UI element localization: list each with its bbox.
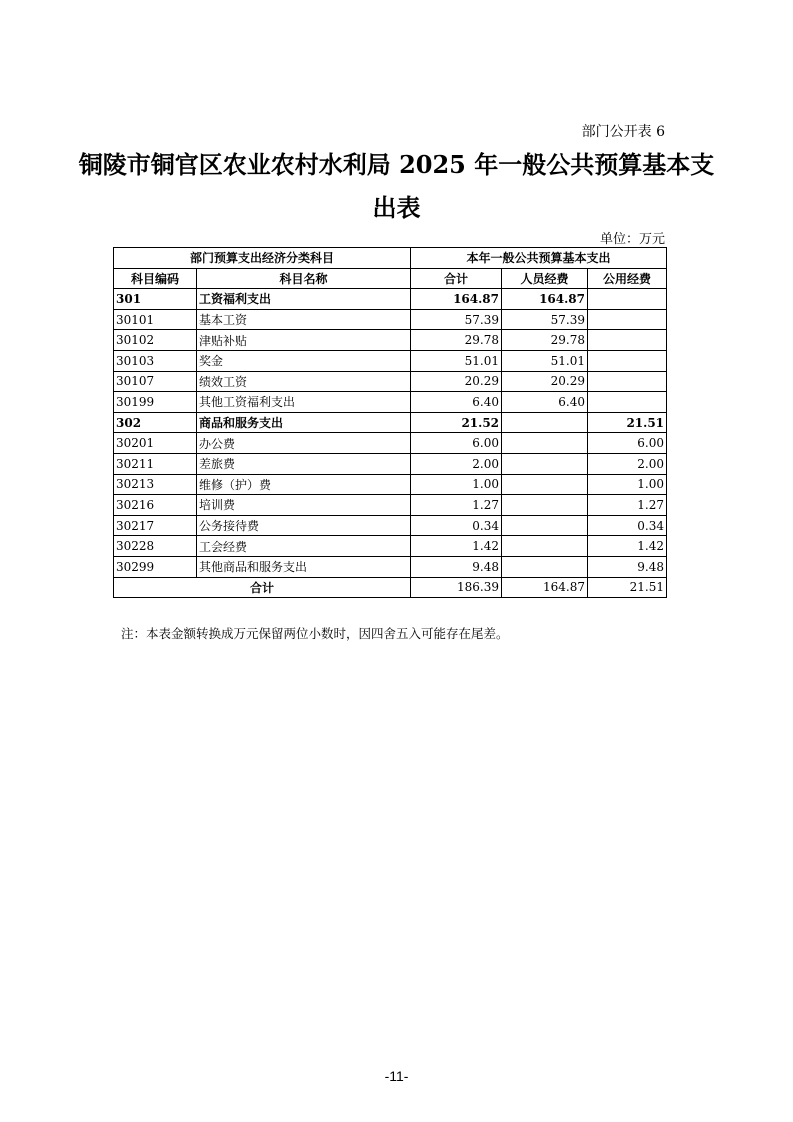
cell-code: 30299 [114,556,197,577]
table-row [114,371,667,392]
table-row [114,309,667,330]
cell-name: 差旅费 [197,453,411,474]
cell-personnel [502,433,588,454]
cell-public [588,309,667,330]
table-row [114,453,667,474]
table-row [114,474,667,495]
table-row [114,392,667,413]
column-header-total: 合计 [411,268,502,289]
table-row [114,289,667,310]
cell-name: 公务接待费 [197,515,411,536]
cell-public: 2.00 [588,453,667,474]
cell-public [588,392,667,413]
cell-total: 1.27 [411,495,502,516]
cell-name: 工会经费 [197,536,411,557]
cell-total: 0.34 [411,515,502,536]
cell-total: 9.48 [411,556,502,577]
cell-personnel: 29.78 [502,330,588,351]
cell-name: 津贴补贴 [197,330,411,351]
column-header-public: 公用经费 [588,268,667,289]
cell-personnel [502,556,588,577]
cell-code: 30101 [114,309,197,330]
cell-code: 302 [114,412,197,433]
cell-public [588,371,667,392]
cell-name: 工资福利支出 [197,289,411,310]
column-header-code: 科目编码 [114,268,197,289]
cell-total: 57.39 [411,309,502,330]
cell-name: 商品和服务支出 [197,412,411,433]
group-header-classification: 部门预算支出经济分类科目 [114,248,411,269]
cell-total: 29.78 [411,330,502,351]
cell-total: 51.01 [411,350,502,371]
cell-public [588,330,667,351]
cell-public: 0.34 [588,515,667,536]
table-column-header-row [114,268,667,289]
cell-code: 30107 [114,371,197,392]
cell-name: 其他商品和服务支出 [197,556,411,577]
cell-total: 1.42 [411,536,502,557]
cell-code: 30199 [114,392,197,413]
cell-personnel [502,515,588,536]
table-row [114,515,667,536]
cell-total: 6.00 [411,433,502,454]
table-row [114,556,667,577]
cell-total: 164.87 [411,289,502,310]
cell-personnel [502,536,588,557]
cell-personnel: 6.40 [502,392,588,413]
cell-personnel: 57.39 [502,309,588,330]
table-row [114,536,667,557]
total-cell-total: 186.39 [411,577,502,598]
cell-personnel: 164.87 [502,289,588,310]
document-title-line1: 铜陵市铜官区农业农村水利局 2025 年一般公共预算基本支 [78,150,715,179]
cell-public: 1.42 [588,536,667,557]
cell-name: 维修（护）费 [197,474,411,495]
cell-public [588,289,667,310]
column-header-personnel: 人员经费 [502,268,588,289]
cell-code: 301 [114,289,197,310]
cell-public: 9.48 [588,556,667,577]
cell-name: 办公费 [197,433,411,454]
table-row [114,495,667,516]
cell-code: 30216 [114,495,197,516]
cell-personnel [502,412,588,433]
table-id-label: 部门公开表 6 [581,124,665,140]
document-title-line2: 出表 [372,193,421,222]
table-row [114,412,667,433]
cell-name: 培训费 [197,495,411,516]
cell-public: 21.51 [588,412,667,433]
group-header-basic-expenditure: 本年一般公共预算基本支出 [411,248,667,269]
cell-name: 基本工资 [197,309,411,330]
cell-personnel: 51.01 [502,350,588,371]
cell-personnel: 20.29 [502,371,588,392]
cell-name: 奖金 [197,350,411,371]
cell-code: 30217 [114,515,197,536]
cell-public: 1.00 [588,474,667,495]
cell-code: 30103 [114,350,197,371]
unit-label: 单位：万元 [599,232,665,247]
table-group-header-row [114,248,667,269]
cell-public [588,350,667,371]
cell-total: 21.52 [411,412,502,433]
cell-personnel [502,474,588,495]
cell-code: 30102 [114,330,197,351]
table-row [114,350,667,371]
cell-total: 1.00 [411,474,502,495]
table-footnote: 注：本表金额转换成万元保留两位小数时，因四舍五入可能存在尾差。 [121,626,509,641]
budget-table [113,247,667,598]
cell-total: 20.29 [411,371,502,392]
page-number: -11- [384,1068,409,1084]
table-total-row [114,577,667,598]
table-row [114,330,667,351]
cell-code: 30211 [114,453,197,474]
total-label: 合计 [114,577,411,598]
cell-public: 1.27 [588,495,667,516]
cell-personnel [502,495,588,516]
cell-code: 30201 [114,433,197,454]
cell-name: 其他工资福利支出 [197,392,411,413]
cell-public: 6.00 [588,433,667,454]
cell-total: 6.40 [411,392,502,413]
cell-name: 绩效工资 [197,371,411,392]
cell-total: 2.00 [411,453,502,474]
total-cell-public: 21.51 [588,577,667,598]
column-header-name: 科目名称 [197,268,411,289]
cell-code: 30213 [114,474,197,495]
cell-personnel [502,453,588,474]
table-row [114,433,667,454]
cell-code: 30228 [114,536,197,557]
total-cell-personnel: 164.87 [502,577,588,598]
